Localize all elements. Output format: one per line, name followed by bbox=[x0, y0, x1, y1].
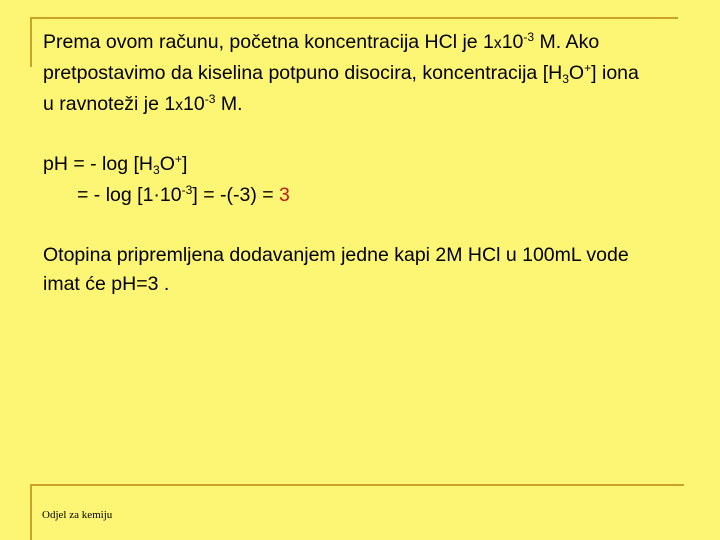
ph-formula bbox=[43, 150, 683, 212]
superscript: + bbox=[584, 61, 592, 76]
top-rule bbox=[30, 17, 678, 19]
subscript: 3 bbox=[562, 71, 569, 86]
exponent: -3 bbox=[181, 183, 193, 198]
text: 10 bbox=[501, 31, 524, 53]
text: u ravnoteži je 1 bbox=[43, 93, 176, 115]
bottom-left-rule bbox=[30, 484, 32, 540]
times-sign: x bbox=[175, 97, 184, 114]
ph-result: 3 bbox=[279, 184, 290, 206]
text: Otopina pripremljena dodavanjem jedne kapi 2M HCl u 100mL vode bbox=[43, 244, 629, 266]
subscript: 3 bbox=[153, 162, 160, 177]
superscript: + bbox=[174, 152, 182, 167]
left-rule bbox=[30, 17, 32, 67]
text: M. bbox=[215, 93, 243, 115]
conclusion-paragraph bbox=[43, 241, 683, 299]
text: Prema ovom računu, početna koncentracija HCl je 1 bbox=[43, 31, 494, 53]
formula-line-2 bbox=[43, 184, 290, 206]
bottom-rule bbox=[30, 484, 684, 486]
text: 10 bbox=[183, 93, 205, 115]
text: = - log [1·10 bbox=[77, 184, 182, 206]
exponent: -3 bbox=[204, 92, 216, 107]
exponent: -3 bbox=[523, 30, 535, 45]
text: ] = -(-3) = bbox=[192, 184, 280, 206]
times-sign: x bbox=[493, 35, 502, 52]
text: O bbox=[159, 153, 175, 175]
intro-paragraph bbox=[43, 28, 683, 121]
text: M. Ako bbox=[534, 31, 600, 53]
text: pH = - log [H bbox=[43, 153, 154, 175]
text: ] bbox=[181, 153, 188, 175]
text: ] iona bbox=[591, 62, 639, 84]
footer-text: Odjel za kemiju bbox=[42, 509, 113, 521]
slide-content bbox=[43, 28, 683, 299]
text: pretpostavimo da kiselina potpuno disocira, koncentracija [H bbox=[43, 62, 563, 84]
text: imat će pH=3 . bbox=[43, 273, 170, 295]
text: O bbox=[568, 62, 585, 84]
